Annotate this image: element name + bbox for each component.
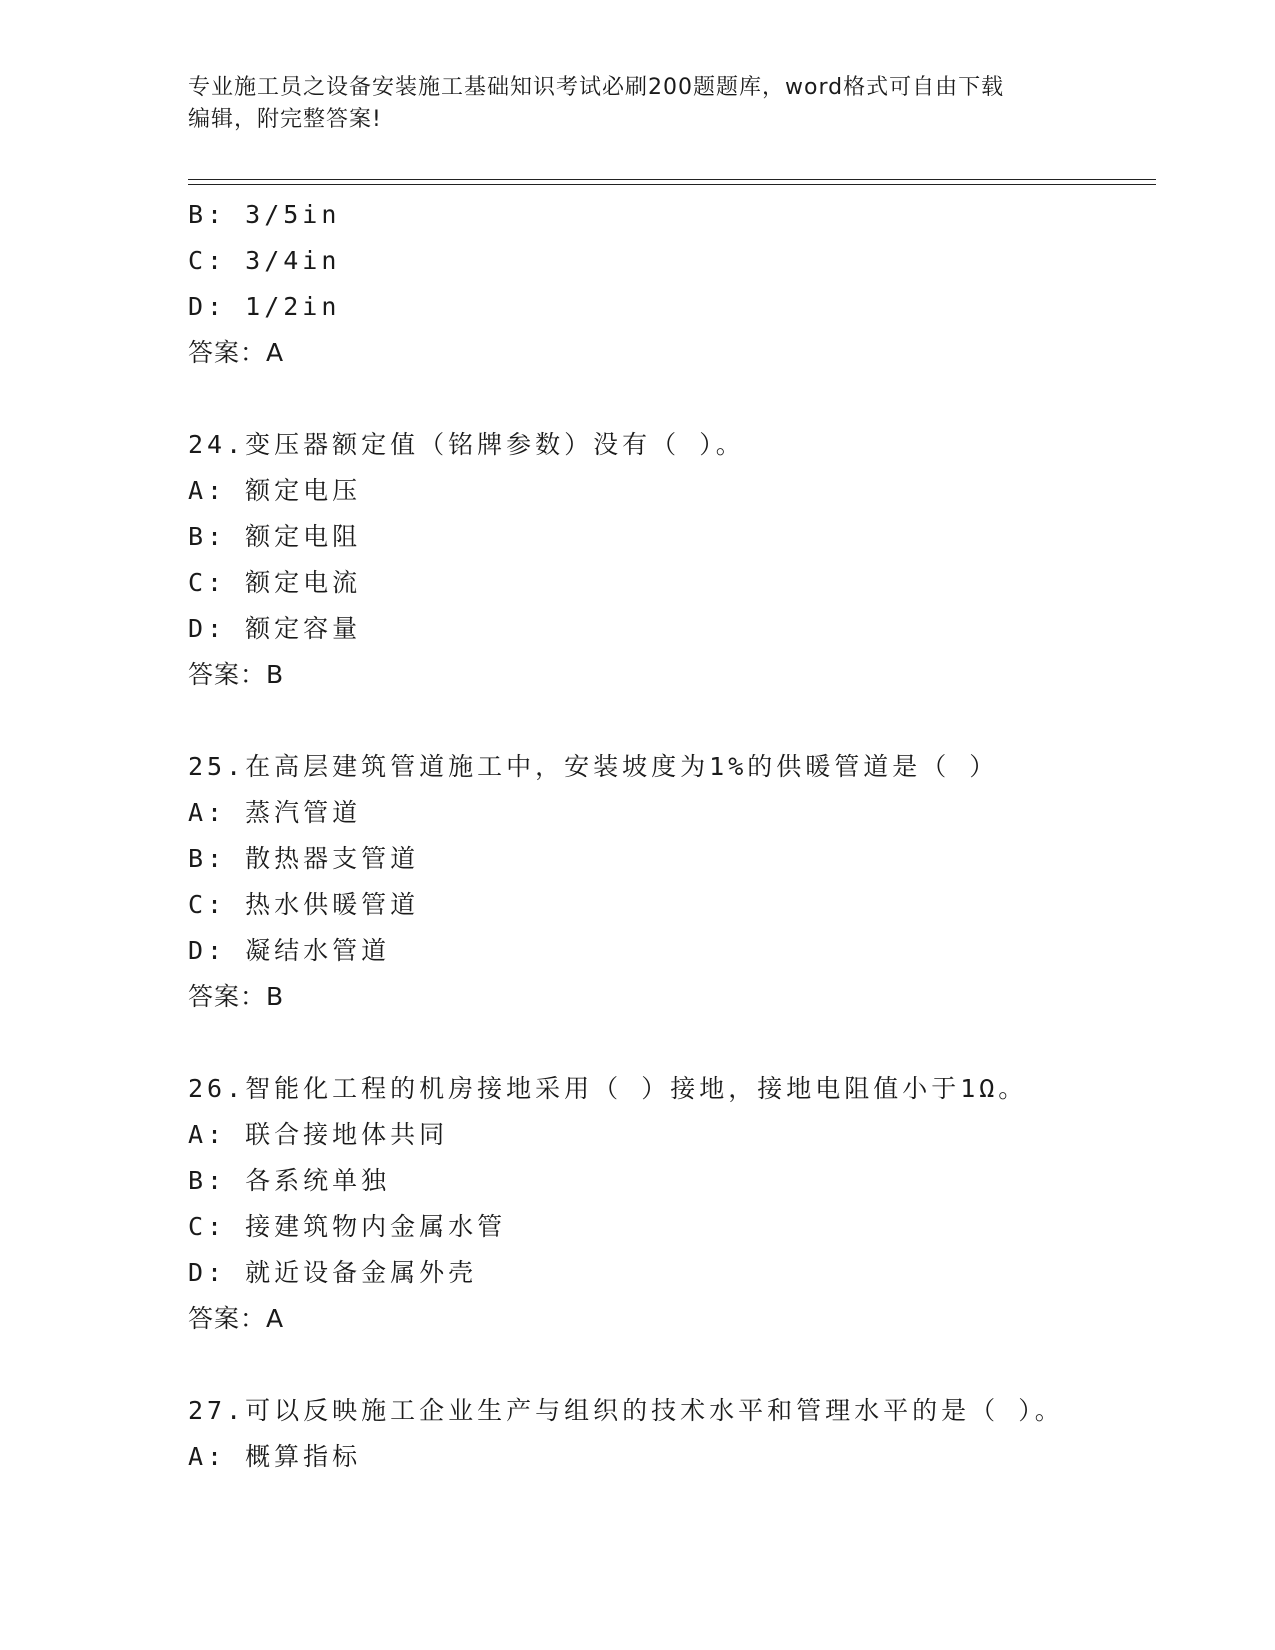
header-divider-top <box>188 179 1156 180</box>
option-a: A: 额定电压 <box>188 476 362 505</box>
option-b: B: 额定电阻 <box>188 522 362 551</box>
header-divider-bottom <box>188 184 1156 185</box>
option-b: B: 3/5in <box>188 200 341 229</box>
question-26 <box>188 1066 1156 1342</box>
question-text: 25.在高层建筑管道施工中，安装坡度为1%的供暖管道是（ ） <box>188 752 999 781</box>
question-25 <box>188 744 1156 1020</box>
option-a: A: 联合接地体共同 <box>188 1120 449 1149</box>
question-text: 24.变压器额定值（铭牌参数）没有（ ）。 <box>188 430 745 459</box>
document-header <box>188 72 1088 136</box>
question-list <box>188 192 1156 1480</box>
option-c: C: 额定电流 <box>188 568 362 597</box>
option-a: A: 概算指标 <box>188 1442 362 1471</box>
answer-text: 答案：B <box>188 660 285 689</box>
question-24 <box>188 422 1156 698</box>
option-c: C: 接建筑物内金属水管 <box>188 1212 507 1241</box>
option-c: C: 热水供暖管道 <box>188 890 420 919</box>
option-d: D: 就近设备金属外壳 <box>188 1258 478 1287</box>
answer-text: 答案：A <box>188 1304 285 1333</box>
option-b: B: 散热器支管道 <box>188 844 420 873</box>
option-b: B: 各系统单独 <box>188 1166 391 1195</box>
question-text: 27.可以反映施工企业生产与组织的技术水平和管理水平的是（ ）。 <box>188 1396 1064 1425</box>
option-d: D: 额定容量 <box>188 614 362 643</box>
header-line-2: 编辑，附完整答案! <box>188 107 382 132</box>
question-text: 26.智能化工程的机房接地采用（ ）接地，接地电阻值小于1Ω。 <box>188 1074 1028 1103</box>
question-23 <box>188 192 1156 376</box>
answer-text: 答案：B <box>188 982 285 1011</box>
option-d: D: 凝结水管道 <box>188 936 391 965</box>
answer-text: 答案：A <box>188 338 285 367</box>
option-c: C: 3/4in <box>188 246 341 275</box>
header-line-1: 专业施工员之设备安装施工基础知识考试必刷200题题库，word格式可自由下载 <box>188 75 1005 100</box>
option-a: A: 蒸汽管道 <box>188 798 362 827</box>
option-d: D: 1/2in <box>188 292 341 321</box>
question-27 <box>188 1388 1156 1480</box>
